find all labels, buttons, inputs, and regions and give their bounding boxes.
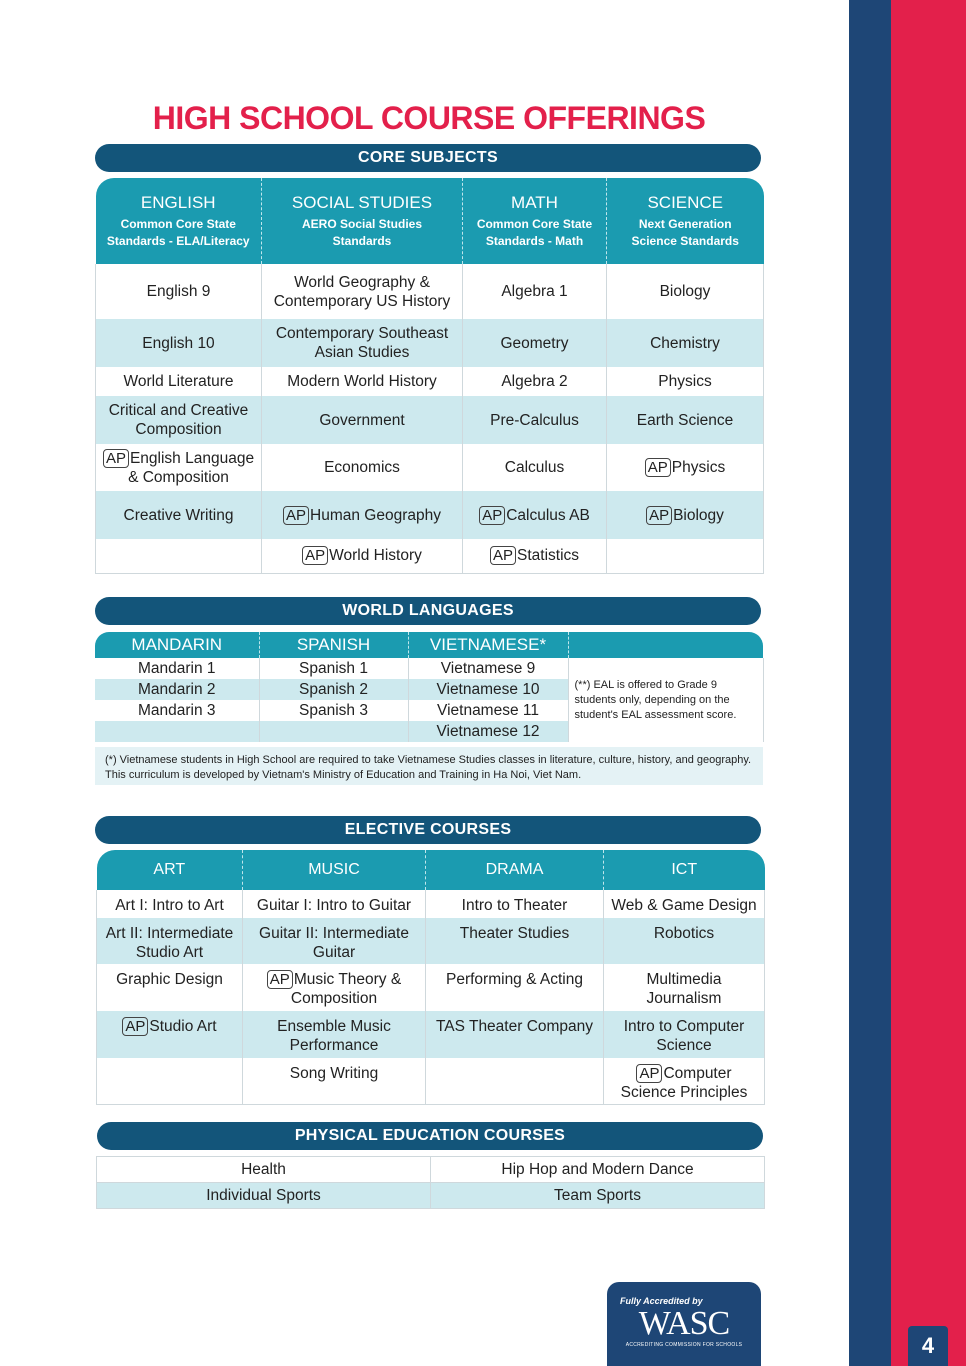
course-cell-ap: AP Computer Science Principles (604, 1058, 765, 1104)
course-cell: Mandarin 3 (95, 700, 259, 721)
side-stripe-blue (849, 0, 891, 1366)
column-header-vietnamese: VIETNAMESE* (408, 632, 568, 658)
course-cell (97, 1058, 243, 1104)
column-header-mandarin: MANDARIN (95, 632, 259, 658)
pe-courses-table (96, 1156, 765, 1209)
table-row (97, 918, 765, 964)
elective-courses-header: ELECTIVE COURSES (95, 816, 761, 844)
table-row (96, 396, 764, 444)
course-cell: Guitar II: Intermediate Guitar (243, 918, 426, 964)
course-cell: Mandarin 2 (95, 679, 259, 700)
course-cell: Spanish 1 (259, 658, 408, 679)
course-cell: Art I: Intro to Art (97, 890, 243, 918)
ap-badge: AP (645, 458, 671, 477)
course-cell-ap: AP Music Theory & Composition (243, 964, 426, 1011)
course-cell: Geometry (463, 319, 607, 367)
table-row (96, 367, 764, 396)
column-header-drama: DRAMA (426, 850, 604, 890)
world-languages-header: WORLD LANGUAGES (95, 597, 761, 625)
core-subjects-table (95, 178, 764, 574)
course-cell: Team Sports (431, 1183, 765, 1209)
course-cell: Creative Writing (96, 491, 262, 539)
course-cell: English 9 (96, 264, 262, 319)
course-cell: TAS Theater Company (426, 1011, 604, 1058)
course-cell-ap: AP Biology (607, 491, 764, 539)
course-cell: Performing & Acting (426, 964, 604, 1011)
course-cell: Government (262, 396, 463, 444)
table-row (96, 539, 764, 573)
column-header-ict: ICT (604, 850, 765, 890)
ap-badge: AP (479, 506, 505, 525)
course-cell: English 10 (96, 319, 262, 367)
course-cell: Health (97, 1157, 431, 1183)
ap-badge: AP (646, 506, 672, 525)
table-row (96, 264, 764, 319)
course-cell: Mandarin 1 (95, 658, 259, 679)
course-cell: World Geography & Contemporary US History (262, 264, 463, 319)
course-cell: Graphic Design (97, 964, 243, 1011)
course-cell: Hip Hop and Modern Dance (431, 1157, 765, 1183)
course-cell: Modern World History (262, 367, 463, 396)
elective-courses-table (96, 850, 765, 1105)
table-row (97, 1157, 765, 1183)
course-cell: Intro to Computer Science (604, 1011, 765, 1058)
wasc-accreditation-badge (607, 1282, 761, 1366)
table-row (97, 1011, 765, 1058)
course-cell: Contemporary Southeast Asian Studies (262, 319, 463, 367)
column-header-spanish: SPANISH (259, 632, 408, 658)
course-cell: Individual Sports (97, 1183, 431, 1209)
course-cell-ap: AP Statistics (463, 539, 607, 573)
ap-badge: AP (103, 449, 129, 468)
side-stripe-red (891, 0, 966, 1366)
table-row (97, 890, 765, 918)
course-cell-ap: AP Calculus AB (463, 491, 607, 539)
course-cell: Economics (262, 444, 463, 491)
table-row (97, 1183, 765, 1209)
course-cell (95, 721, 259, 742)
ap-badge: AP (490, 546, 516, 565)
course-cell-ap: AP Human Geography (262, 491, 463, 539)
column-header-art: ART (97, 850, 243, 890)
column-header-math: MATH Common Core State Standards - Math (463, 178, 607, 264)
course-cell: Web & Game Design (604, 890, 765, 918)
course-cell: Vietnamese 12 (408, 721, 568, 742)
course-cell: Robotics (604, 918, 765, 964)
column-header-science: SCIENCE Next Generation Science Standards (607, 178, 764, 264)
ap-badge: AP (267, 970, 293, 989)
table-row (96, 491, 764, 539)
table-row (97, 964, 765, 1011)
table-row (96, 319, 764, 367)
course-cell: Physics (607, 367, 764, 396)
course-cell (259, 721, 408, 742)
course-cell (426, 1058, 604, 1104)
column-header-empty (568, 632, 763, 658)
course-cell: Guitar I: Intro to Guitar (243, 890, 426, 918)
column-header-music: MUSIC (243, 850, 426, 890)
course-cell: Spanish 3 (259, 700, 408, 721)
pe-courses-header: PHYSICAL EDUCATION COURSES (97, 1122, 763, 1150)
course-cell-ap: AP Studio Art (97, 1011, 243, 1058)
ap-badge: AP (122, 1017, 148, 1036)
course-cell: Art II: Intermediate Studio Art (97, 918, 243, 964)
course-cell: Multimedia Journalism (604, 964, 765, 1011)
course-cell: Earth Science (607, 396, 764, 444)
accreditation-label: Fully Accredited by (620, 1296, 703, 1306)
course-cell: Spanish 2 (259, 679, 408, 700)
course-cell: Algebra 1 (463, 264, 607, 319)
vietnamese-footnote: (*) Vietnamese students in High School are required to take Vietnamese Studies classes in literature, culture, history, and geography. This curriculum is developed by Vietnam's Ministry of Education and Training in Ha Noi, Viet Nam. (95, 747, 763, 785)
column-header-social-studies: SOCIAL STUDIES AERO Social Studies Standards (262, 178, 463, 264)
course-cell-ap: AP English Language & Composition (96, 444, 262, 491)
accreditation-subtitle: ACCREDITING COMMISSION FOR SCHOOLS (625, 1342, 743, 1348)
course-cell: Song Writing (243, 1058, 426, 1104)
page-number: 4 (908, 1326, 948, 1366)
world-languages-table (95, 632, 764, 742)
course-cell: Intro to Theater (426, 890, 604, 918)
page-title: HIGH SCHOOL COURSE OFFERINGS (152, 100, 706, 136)
course-cell: Vietnamese 11 (408, 700, 568, 721)
course-cell: Ensemble Music Performance (243, 1011, 426, 1058)
column-header-english: ENGLISH Common Core State Standards - ELA/Literacy (96, 178, 262, 264)
ap-badge: AP (283, 506, 309, 525)
table-row (95, 658, 763, 679)
course-cell: Algebra 2 (463, 367, 607, 396)
course-cell: Theater Studies (426, 918, 604, 964)
course-cell: Vietnamese 9 (408, 658, 568, 679)
ap-badge: AP (636, 1064, 662, 1083)
course-cell: Biology (607, 264, 764, 319)
course-cell (96, 539, 262, 573)
table-row (97, 1058, 765, 1104)
ap-badge: AP (302, 546, 328, 565)
wasc-logo: WASC (638, 1305, 730, 1342)
course-cell: Calculus (463, 444, 607, 491)
table-row (96, 444, 764, 491)
course-cell: Vietnamese 10 (408, 679, 568, 700)
course-cell: World Literature (96, 367, 262, 396)
course-cell: Chemistry (607, 319, 764, 367)
core-subjects-header: CORE SUBJECTS (95, 144, 761, 172)
course-cell-ap: AP Physics (607, 444, 764, 491)
course-cell: Critical and Creative Composition (96, 396, 262, 444)
eal-note: (**) EAL is offered to Grade 9 students only, depending on the student's EAL assessment score. (568, 658, 763, 742)
course-cell-ap: AP World History (262, 539, 463, 573)
course-cell (607, 539, 764, 573)
course-cell: Pre-Calculus (463, 396, 607, 444)
